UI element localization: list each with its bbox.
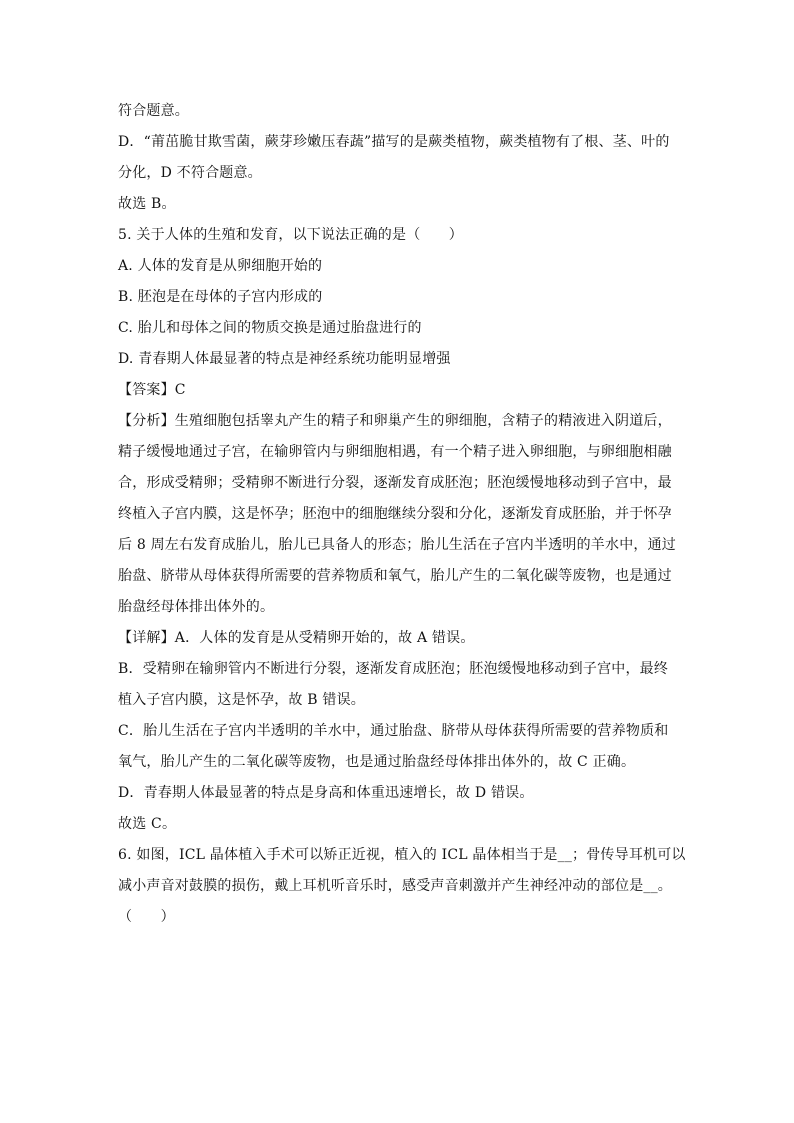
text-line: 分化，D 不符合题意。 [118,165,262,181]
text-line: 符合题意。 [118,103,189,119]
question-5-option-d: D. 青春期人体最显著的特点是神经系统功能明显增强 [118,351,451,367]
question-5-stem: 5. 关于人体的生殖和发育，以下说法正确的是（ ） [118,227,464,243]
analysis-line: 合，形成受精卵；受精卵不断进行分裂，逐渐发育成胚泡；胚泡缓慢地移动到子宫中，最 [118,475,672,491]
question-6-stem: 减小声音对鼓膜的损伤，戴上耳机听音乐时，感受声音刺激并产生神经冲动的部位是__。 [118,878,672,894]
detail-line: 氧气，胎儿产生的二氧化碳等废物，也是通过胎盘经母体排出体外的，故 C 正确。 [118,754,636,770]
question-6-stem: 6. 如图，ICL 晶体植入手术可以矫正近视，植入的 ICL 晶体相当于是__；骨传导耳机可以 [118,847,686,863]
analysis-line: 胎盘经母体排出体外的。 [118,599,275,615]
analysis-line: 终植入子宫内膜，这是怀孕；胚泡中的细胞继续分裂和分化，逐渐发育成胚胎，并于怀孕 [118,506,672,522]
answer-line: 【答案】C [118,382,186,398]
analysis-line: 后 8 周左右发育成胎儿，胎儿已具备人的形态；胎儿生活在子宫内半透明的羊水中，通过 [118,537,677,553]
question-5-option-b: B. 胚泡是在母体的子宫内形成的 [118,289,323,305]
text-line: 故选 B。 [118,196,176,212]
question-5-option-a: A. 人体的发育是从卵细胞开始的 [118,258,323,274]
detail-line: C．胎儿生活在子宫内半透明的羊水中，通过胎盘、脐带从母体获得所需要的营养物质和 [118,723,669,739]
choice-line: 故选 C。 [118,816,177,832]
detail-line: 【详解】A．人体的发育是从受精卵开始的，故 A 错误。 [118,630,475,646]
document-page [118,96,686,933]
analysis-line: 胎盘、脐带从母体获得所需要的营养物质和氧气，胎儿产生的二氧化碳等废物，也是通过 [118,568,672,584]
text-line: D．“莆茁脆甘欺雪菌，蕨芽珍嫩压春蔬”描写的是蕨类植物，蕨类植物有了根、茎、叶的 [118,134,670,150]
detail-line: D．青春期人体最显著的特点是身高和体重迅速增长，故 D 错误。 [118,785,534,801]
question-6-blank: （ ） [118,909,175,925]
detail-line: B．受精卵在输卵管内不断进行分裂，逐渐发育成胚泡；胚泡缓慢地移动到子宫中，最终 [118,661,669,677]
analysis-line: 精子缓慢地通过子宫，在输卵管内与卵细胞相遇，有一个精子进入卵细胞，与卵细胞相融 [118,444,672,460]
analysis-line: 【分析】生殖细胞包括睾丸产生的精子和卵巢产生的卵细胞，含精子的精液进入阴道后， [118,413,672,429]
question-5-option-c: C. 胎儿和母体之间的物质交换是通过胎盘进行的 [118,320,422,336]
detail-line: 植入子宫内膜，这是怀孕，故 B 错误。 [118,692,365,708]
